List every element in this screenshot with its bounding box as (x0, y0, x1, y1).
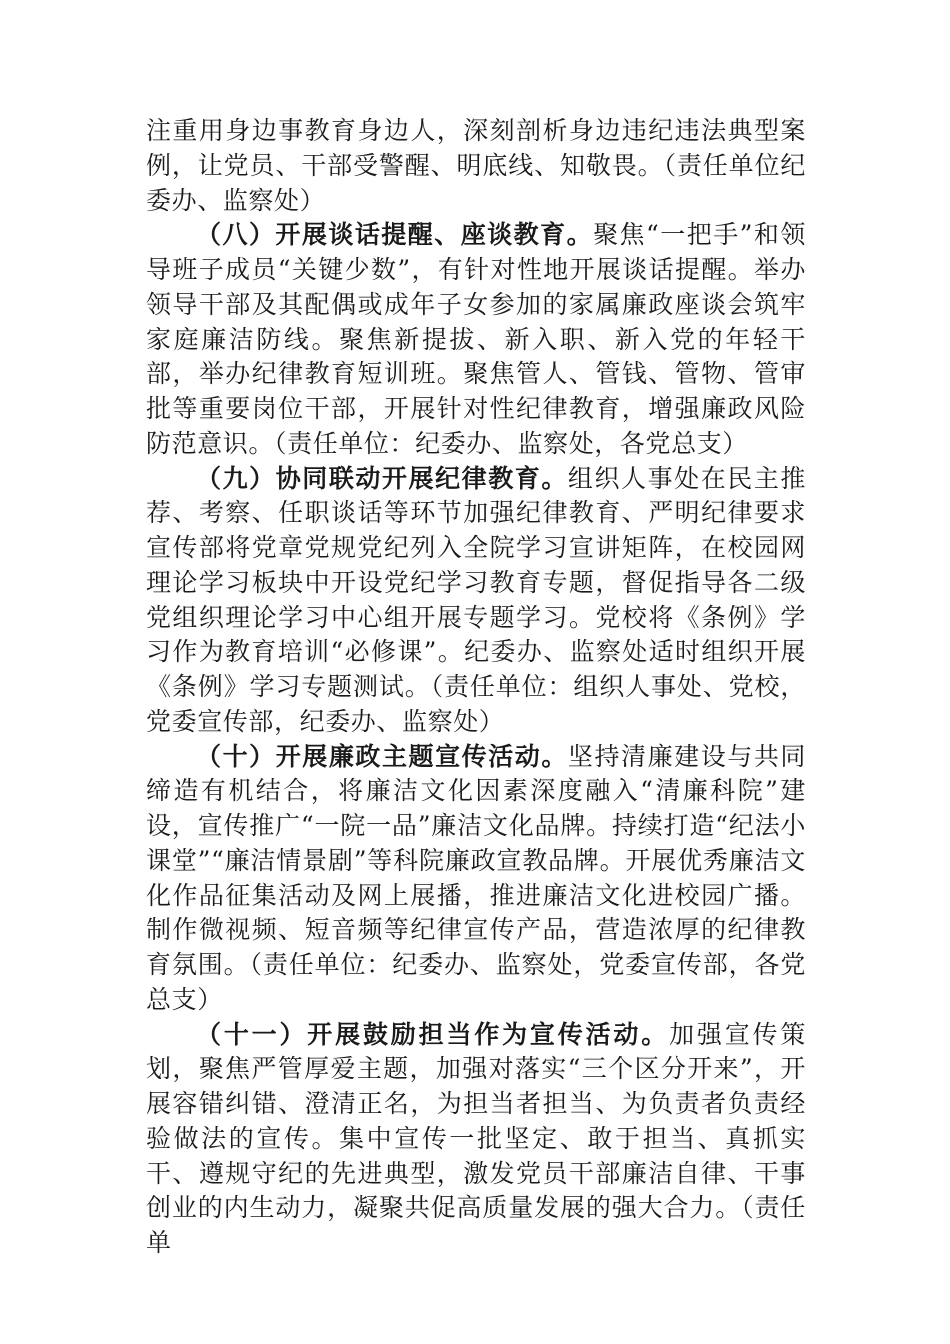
paragraph-body: 加强宣传策划，聚焦严管厚爱主题，加强对落实“三个区分开来”，开展容错纠错、澄清正名，为担当者担当、为负责者负责经验做法的宣传。集中宣传一批坚定、敢于担当、真抓实干、遵规守纪的先进典型，激发党员干部廉洁自律、干事创业的内生动力，凝聚共促高质量发展的强大合力。（责任单 (146, 1019, 806, 1257)
paragraph-body: 聚焦“一把手”和领导班子成员“关键少数”，有针对性地开展谈话提醒。举办领导干部及其配偶或成年子女参加的家属廉政座谈会筑牢家庭廉洁防线。聚焦新提拔、新入职、新入党的年轻干部，举办纪律教育短训班。聚焦管人、管钱、管物、管审批等重要岗位干部，开展针对性纪律教育，增强廉政风险防范意识。（责任单位：纪委办、监察处，各党总支） (146, 220, 806, 458)
paragraph-section-8 (146, 218, 806, 461)
document-page (146, 114, 806, 1261)
section-heading: （九）协同联动开展纪律教育。 (196, 463, 568, 493)
section-heading: （八）开展谈话提醒、座谈教育。 (196, 220, 594, 250)
paragraph-section-9 (146, 462, 806, 740)
paragraph-body: 组织人事处在民主推荐、考察、任职谈话等环节加强纪律教育、严明纪律要求宣传部将党章党规党纪列入全院学习宣讲矩阵，在校园网理论学习板块中开设党纪学习教育专题，督促指导各二级党组织理论学习中心组开展专题学习。党校将《条例》学习作为教育培训“必修课”。纪委办、监察处适时组织开展《条例》学习专题测试。（责任单位：组织人事处、党校，党委宣传部，纪委办、监察处） (146, 463, 806, 736)
section-heading: （十一）开展鼓励担当作为宣传活动。 (196, 1019, 670, 1049)
paragraph-section-10 (146, 740, 806, 1018)
paragraph-continued (146, 114, 806, 218)
paragraph-body: 注重用身边事教育身边人，深刻剖析身边违纪违法典型案例，让党员、干部受警醒、明底线、知敬畏。（责任单位纪委办、监察处） (146, 116, 806, 215)
paragraph-section-11 (146, 1018, 806, 1261)
section-heading: （十）开展廉政主题宣传活动。 (196, 741, 568, 771)
paragraph-body: 坚持清廉建设与共同缔造有机结合，将廉洁文化因素深度融入“清廉科院”建设，宣传推广“一院一品”廉洁文化品牌。持续打造“纪法小课堂”“廉洁情景剧”等科院廉政宣教品牌。开展优秀廉洁文化作品征集活动及网上展播，推进廉洁文化进校园广播。制作微视频、短音频等纪律宣传产品，营造浓厚的纪律教育氛围。（责任单位：纪委办、监察处，党委宣传部，各党总支） (146, 741, 806, 1014)
